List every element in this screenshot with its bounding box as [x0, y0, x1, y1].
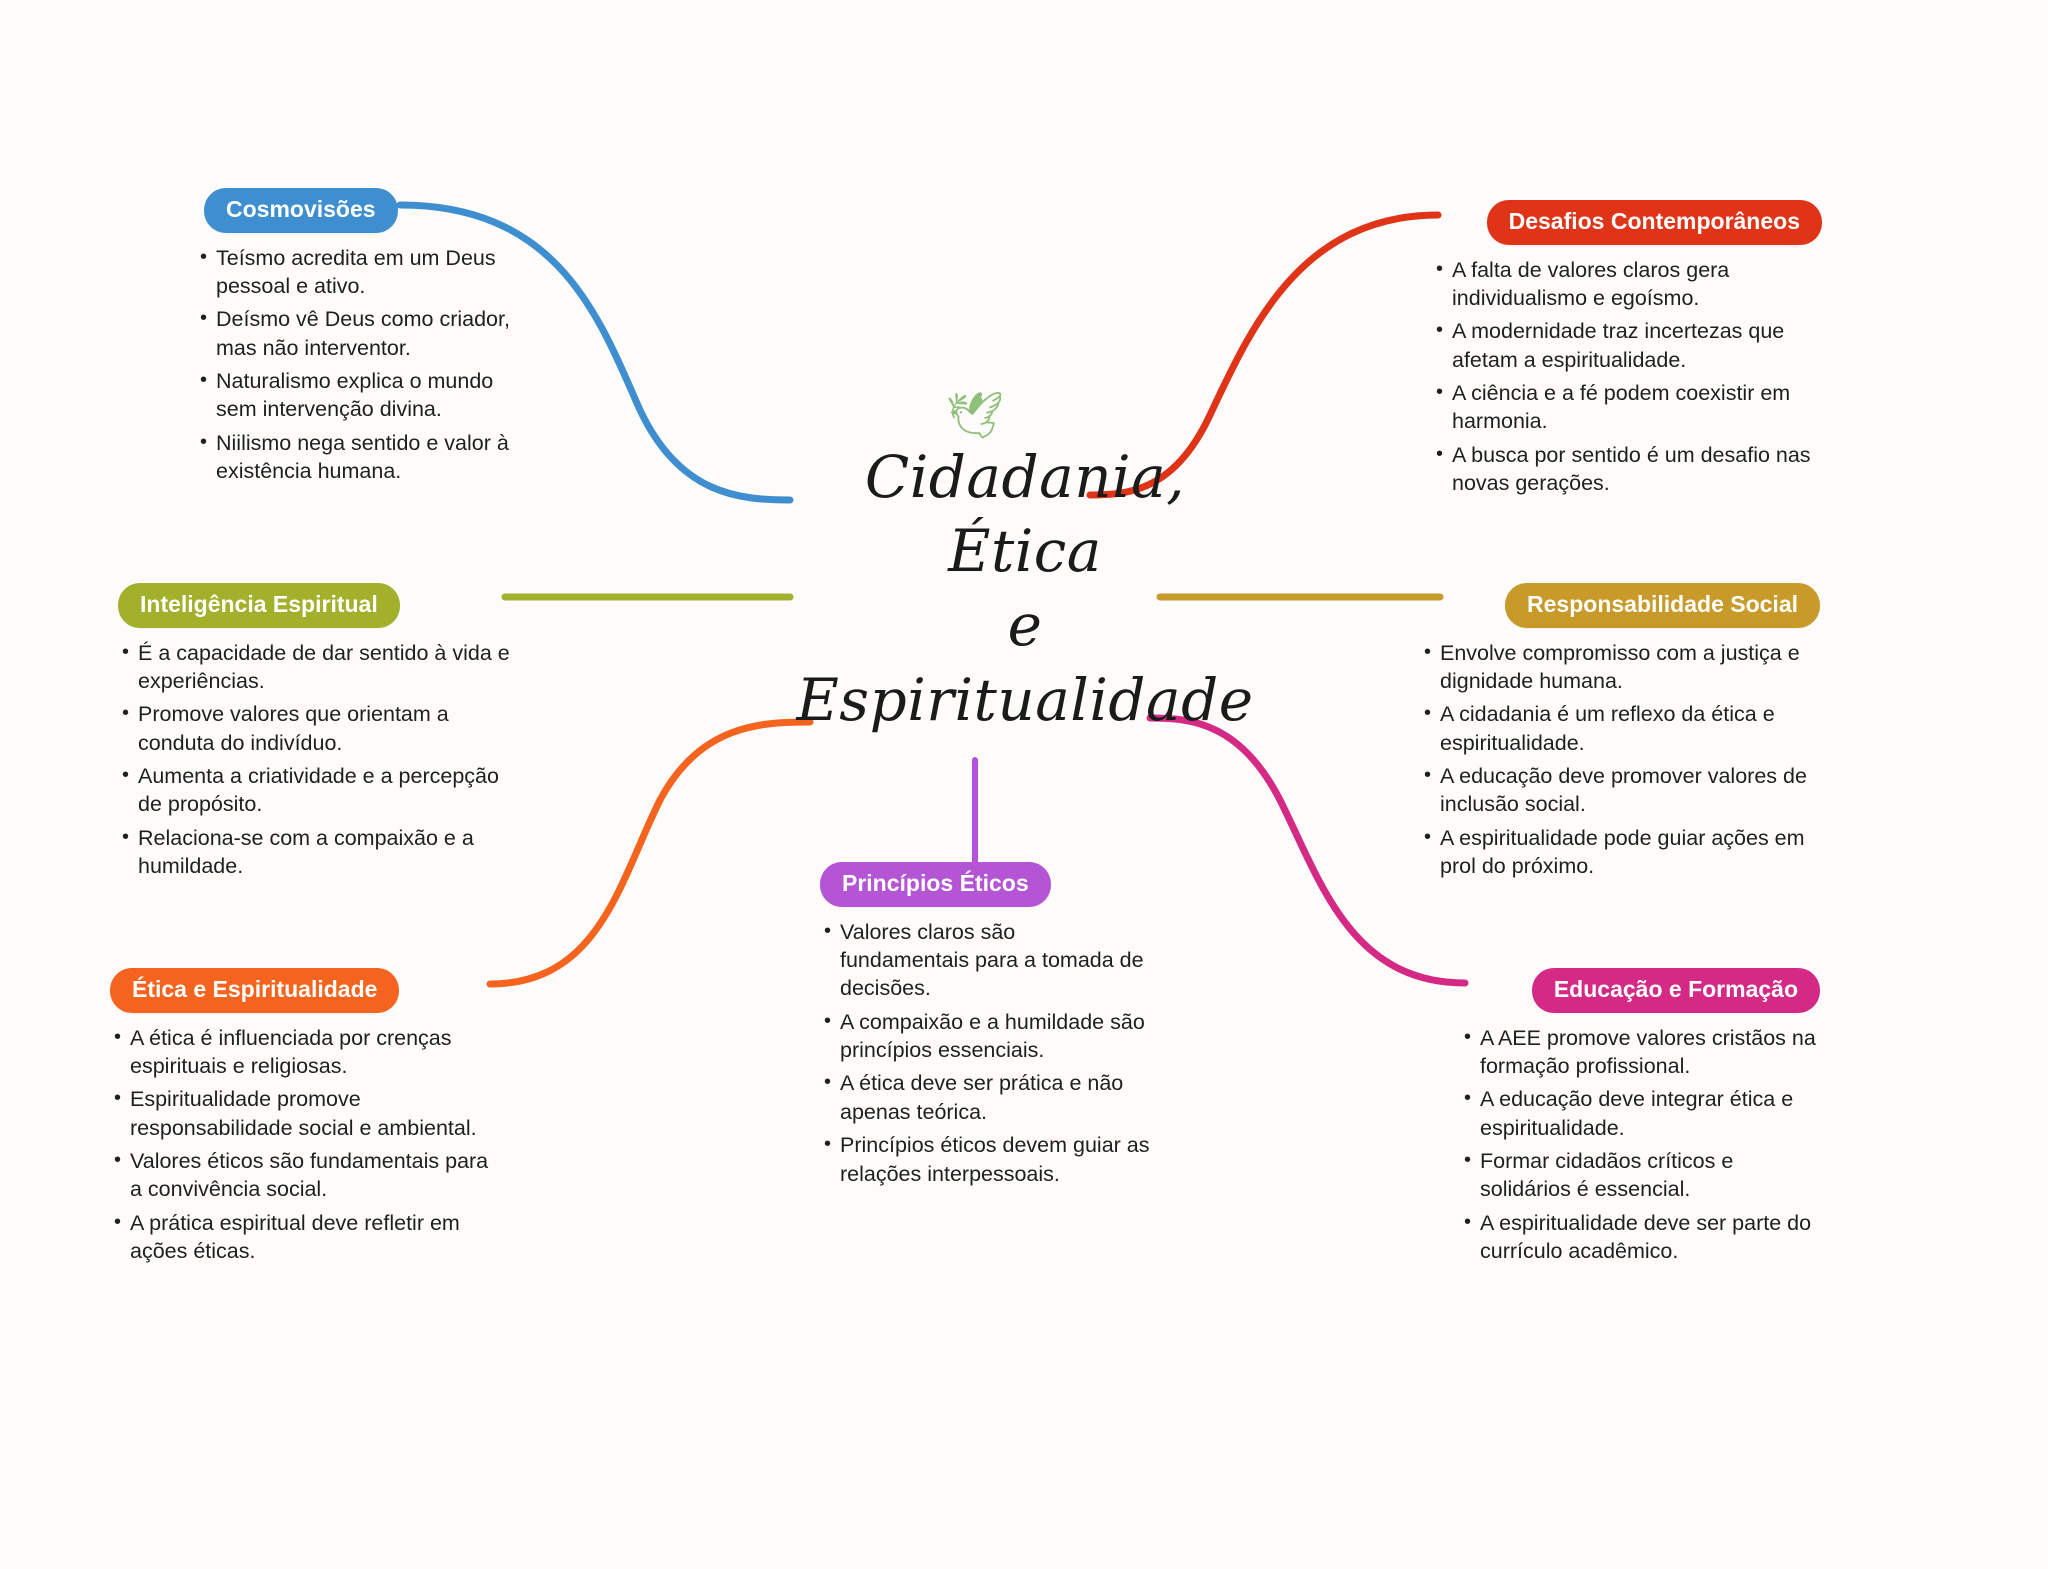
branch-title-desafios-contemporaneos[interactable]: Desafios Contemporâneos	[1487, 200, 1822, 245]
branch-title-inteligencia-espiritual[interactable]: Inteligência Espiritual	[118, 583, 400, 628]
branch-etica-espiritualidade	[110, 968, 505, 1271]
branch-principios-eticos	[820, 862, 1150, 1193]
list-item: • A educação deve integrar ética e espiritualidade.	[1460, 1085, 1820, 1142]
list-item: • Valores éticos são fundamentais para a convivência social.	[110, 1147, 505, 1204]
branch-cosmovisoes	[196, 188, 516, 491]
branch-inteligencia-espiritual	[118, 583, 518, 886]
branch-items-educacao-formacao	[1460, 1024, 1820, 1266]
list-item: • A AEE promove valores cristãos na formação profissional.	[1460, 1024, 1820, 1081]
list-item: • A busca por sentido é um desafio nas novas gerações.	[1432, 441, 1822, 498]
list-item: • Princípios éticos devem guiar as relações interpessoais.	[820, 1131, 1150, 1188]
list-item: • A compaixão e a humildade são princípios essenciais.	[820, 1008, 1150, 1065]
list-item: • Valores claros são fundamentais para a tomada de decisões.	[820, 918, 1150, 1003]
list-item: • Espiritualidade promove responsabilidade social e ambiental.	[110, 1085, 505, 1142]
list-item: • Naturalismo explica o mundo sem intervenção divina.	[196, 367, 516, 424]
list-item: • Deísmo vê Deus como criador, mas não interventor.	[196, 305, 516, 362]
list-item: • Teísmo acredita em um Deus pessoal e ativo.	[196, 244, 516, 301]
list-item: • A ética é influenciada por crenças espirituais e religiosas.	[110, 1024, 505, 1081]
branch-items-inteligencia-espiritual	[118, 639, 518, 881]
center-title-line-4: Espiritualidade	[796, 665, 1254, 734]
center-title-line-3: e	[1007, 591, 1043, 660]
branch-title-wrap-responsabilidade	[1420, 583, 1820, 628]
branch-responsabilidade-social	[1420, 583, 1820, 886]
branch-title-wrap-educacao	[1460, 968, 1820, 1013]
list-item: • A educação deve promover valores de inclusão social.	[1420, 762, 1820, 819]
list-item: • A cidadania é um reflexo da ética e espiritualidade.	[1420, 700, 1820, 757]
branch-items-responsabilidade-social	[1420, 639, 1820, 881]
list-item: • A ética deve ser prática e não apenas teórica.	[820, 1069, 1150, 1126]
branch-educacao-formacao	[1460, 968, 1820, 1271]
center-title-line-2: Ética	[948, 517, 1102, 586]
list-item: • A espiritualidade pode guiar ações em prol do próximo.	[1420, 824, 1820, 881]
list-item: • Niilismo nega sentido e valor à existência humana.	[196, 429, 516, 486]
list-item: • É a capacidade de dar sentido à vida e experiências.	[118, 639, 518, 696]
connector-etica-esp	[490, 722, 810, 984]
branch-title-principios-eticos[interactable]: Princípios Éticos	[820, 862, 1051, 907]
branch-desafios-contemporaneos	[1432, 200, 1822, 503]
list-item: • A ciência e a fé podem coexistir em harmonia.	[1432, 379, 1822, 436]
branch-items-cosmovisoes	[196, 244, 516, 486]
list-item: • A prática espiritual deve refletir em ações éticas.	[110, 1209, 505, 1266]
list-item: • Aumenta a criatividade e a percepção de propósito.	[118, 762, 518, 819]
list-item: • A espiritualidade deve ser parte do currículo acadêmico.	[1460, 1209, 1820, 1266]
branch-items-etica-espiritualidade	[110, 1024, 505, 1266]
branch-title-etica-espiritualidade[interactable]: Ética e Espiritualidade	[110, 968, 399, 1013]
connector-educacao	[1150, 718, 1465, 983]
center-title-line-1: Cidadania,	[864, 443, 1186, 511]
branch-title-educacao-formacao[interactable]: Educação e Formação	[1532, 968, 1820, 1013]
list-item: • A falta de valores claros gera individualismo e egoísmo.	[1432, 256, 1822, 313]
list-item: • Formar cidadãos críticos e solidários é essencial.	[1460, 1147, 1820, 1204]
list-item: • Promove valores que orientam a conduta do indivíduo.	[118, 700, 518, 757]
dove-icon: 🕊	[945, 389, 1005, 441]
page-title	[760, 440, 1290, 737]
branch-items-principios-eticos	[820, 918, 1150, 1188]
list-item: • Envolve compromisso com a justiça e dignidade humana.	[1420, 639, 1820, 696]
branch-title-cosmovisoes[interactable]: Cosmovisões	[204, 188, 398, 233]
branch-title-responsabilidade-social[interactable]: Responsabilidade Social	[1505, 583, 1820, 628]
branch-items-desafios-contemporaneos	[1432, 256, 1822, 498]
list-item: • Relaciona-se com a compaixão e a humildade.	[118, 824, 518, 881]
branch-title-wrap-desafios	[1432, 200, 1822, 245]
list-item: • A modernidade traz incertezas que afetam a espiritualidade.	[1432, 317, 1822, 374]
